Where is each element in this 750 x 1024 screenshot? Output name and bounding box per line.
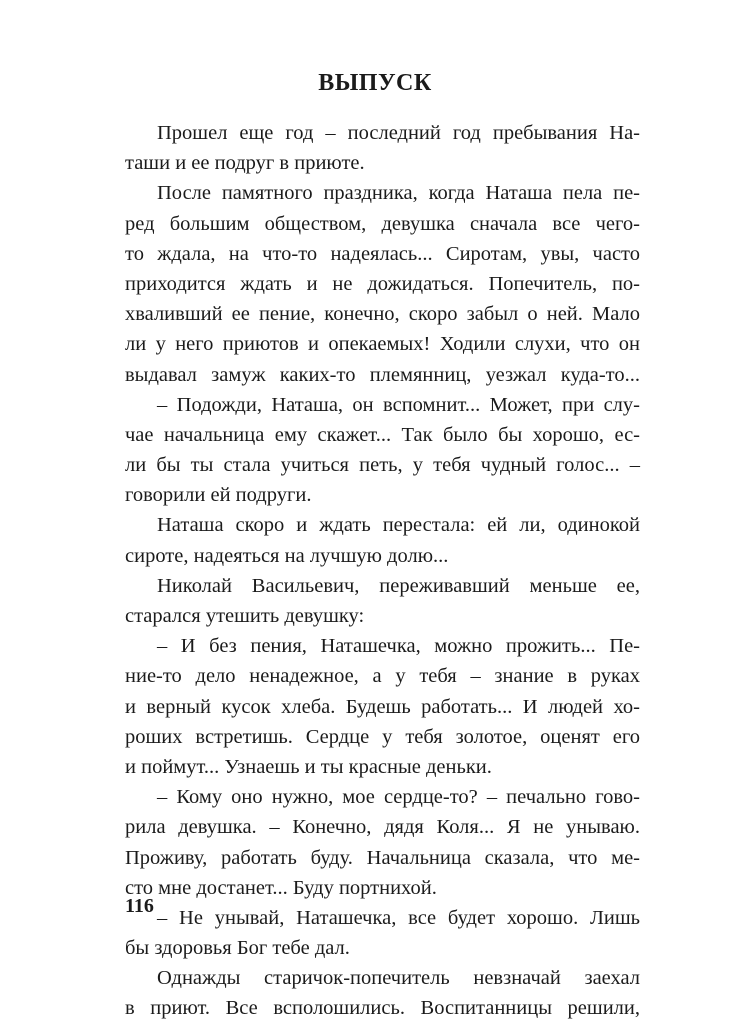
text-line: ред большим обществом, девушка сначала все чего- xyxy=(125,212,640,235)
text-line: сироте, надеяться на лучшую долю... xyxy=(125,544,449,567)
text-line: выдавал замуж каких-то племянниц, уезжал куда-то... xyxy=(125,363,640,386)
text-line: Наташа скоро и ждать перестала: ей ли, одинокой xyxy=(157,514,640,537)
text-line: приходится ждать и не дожидаться. Попечитель, по- xyxy=(125,272,640,295)
text-line: в приют. Все всполошились. Воспитанницы решили, xyxy=(125,997,640,1020)
text-line: то ждала, на что-то надеялась... Сиротам, увы, часто xyxy=(125,242,640,265)
text-line: старался утешить девушку: xyxy=(125,605,365,627)
page-number: 116 xyxy=(125,895,154,917)
text-line: ние-то дело ненадежное, а у тебя – знание в руках xyxy=(125,665,640,688)
text-line: бы здоровья Бог тебе дал. xyxy=(125,937,350,960)
text-line: говорили ей подруги. xyxy=(125,484,312,507)
text-line: – Подожди, Наташа, он вспомнит... Может, при слу- xyxy=(157,393,640,416)
body-text xyxy=(125,118,640,1024)
chapter-title: ВЫПУСК xyxy=(318,70,432,96)
text-line: роших встретишь. Сердце у тебя золотое, оценят его xyxy=(125,725,640,748)
text-line: рила девушка. – Конечно, дядя Коля... Я не унываю. xyxy=(125,816,640,839)
text-line: и поймут... Узнаешь и ты красные деньки. xyxy=(125,755,492,778)
text-line: Прошел еще год – последний год пребывания На- xyxy=(157,122,640,144)
text-line: – Не унывай, Наташечка, все будет хорошо. Лишь xyxy=(157,906,640,929)
text-line: Однажды старичок-попечитель невзначай заехал xyxy=(157,967,640,990)
text-line: – И без пения, Наташечка, можно прожить... Пе- xyxy=(157,635,640,658)
text-line: Проживу, работать буду. Начальница сказала, что ме- xyxy=(125,846,640,869)
text-line: хваливший ее пение, конечно, скоро забыл о ней. Мало xyxy=(125,303,640,326)
text-line: ли у него приютов и опекаемых! Ходили слухи, что он xyxy=(125,333,640,356)
text-line: и верный кусок хлеба. Будешь работать... И людей хо- xyxy=(125,695,640,718)
text-line: ли бы ты стала учиться петь, у тебя чудный голос... – xyxy=(125,454,640,477)
text-line: Николай Васильевич, переживавший меньше ее, xyxy=(157,574,640,597)
text-line: – Кому оно нужно, мое сердце-то? – печально гово- xyxy=(157,786,640,809)
text-line: таши и ее подруг в приюте. xyxy=(125,152,365,175)
text-line: сто мне достанет... Буду портнихой. xyxy=(125,876,437,899)
text-line: После памятного праздника, когда Наташа пела пе- xyxy=(157,182,640,205)
text-line: чае начальница ему скажет... Так было бы хорошо, ес- xyxy=(125,423,640,446)
